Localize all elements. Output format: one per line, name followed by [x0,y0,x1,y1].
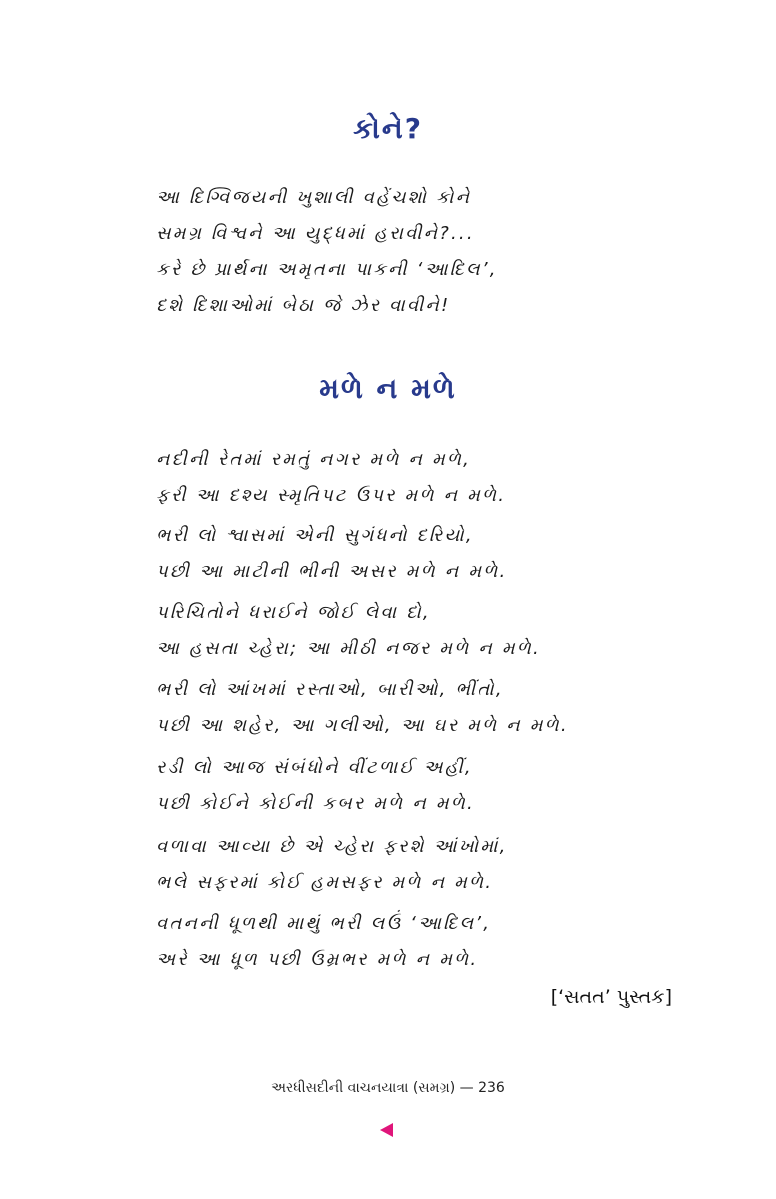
poem-line: રડી લો આજ સંબંધોને વીંટળાઈ અહીં, [156,757,473,778]
poem-line: ભલે સફરમાં કોઈ હમસફર મળે ન મળે. [156,872,494,893]
poem-line: કરે છે પ્રાર્થના અમૃતના પાકની ‘આદિલ’, [156,259,498,280]
source-citation: [‘સતત’ પુસ્તક] [550,986,672,1008]
stanza-3 [156,595,541,667]
poem-line: પછી આ માટીની ભીની અસર મળે ન મળે. [156,561,508,582]
stanza-1 [156,442,506,514]
poem-line: ભરી લો આંખમાં રસ્તાઓ, બારીઓ, ભીંતો, [156,679,504,700]
poem-line: દશે દિશાઓમાં બેઠા જે ઝેર વાવીને! [156,295,451,316]
poem-line: વળાવા આવ્યા છે એ ચ્હેરા ફરશે આંખોમાં, [156,836,508,857]
poem-line: પછી આ શહેર, આ ગલીઓ, આ ઘર મળે ન મળે. [156,715,569,736]
stanza-5 [156,750,475,822]
poem-line: પછી કોઈને કોઈની કબર મળે ન મળે. [156,793,475,814]
poem-line: સમગ્ર વિશ્વને આ યુદ્ધમાં હરાવીને?... [156,223,475,244]
poem-title-male-na-male: મળે ન મળે [319,372,457,405]
left-triangle-icon[interactable] [380,1123,393,1137]
page-footer: અરધીસદીની વાચનયાત્રા (સમગ્ર) — 236 [271,1080,505,1096]
poem-line: વતનની ધૂળથી માથું ભરી લઉં ‘આદિલ’, [156,913,492,934]
poem-line: આ હસતા ચ્હેરા; આ મીઠી નજર મળે ન મળે. [156,638,541,659]
stanza-7 [156,906,491,978]
stanza-2 [156,518,507,590]
poem-title-kone: કોને? [353,112,423,145]
stanza-4 [156,672,569,744]
poem-kone-body [156,180,498,324]
stanza-6 [156,829,508,901]
poem-line: પરિચિતોને ધરાઈને જોઈ લેવા દો, [156,602,431,623]
poem-line: આ દિગ્વિજયની ખુશાલી વહેંચશો કોને [156,187,472,208]
poem-line: ફરી આ દશ્ય સ્મૃતિપટ ઉપર મળે ન મળે. [156,485,507,506]
poem-line: ભરી લો શ્વાસમાં એની સુગંધનો દરિયો, [156,525,474,546]
poem-line: અરે આ ધૂળ પછી ઉમ્રભર મળે ન મળે. [156,949,479,970]
poem-line: નદીની રેતમાં રમતું નગર મળે ન મળે, [156,449,472,470]
